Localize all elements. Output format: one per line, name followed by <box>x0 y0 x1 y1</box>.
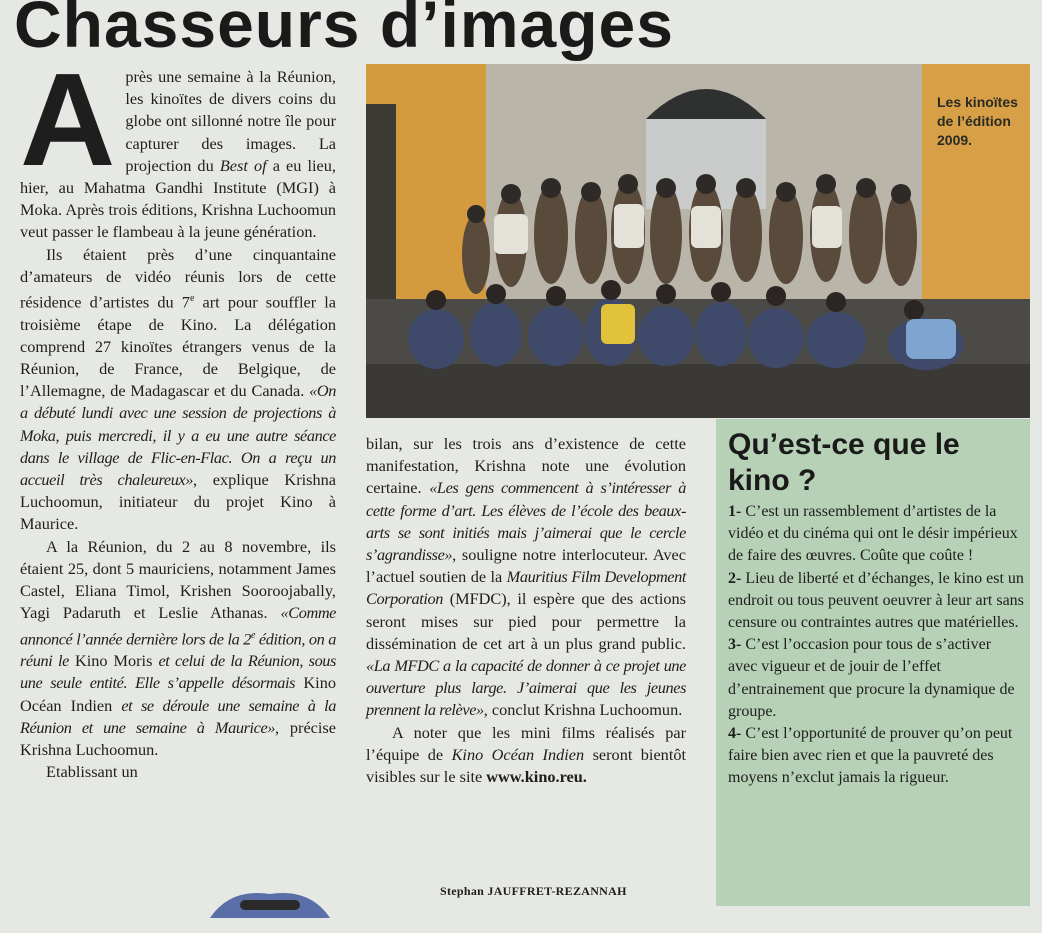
superscript: e <box>189 293 195 305</box>
dropcap: A <box>20 46 116 193</box>
column-2-text-end: , conclut Krishna Luchoomun. <box>483 700 683 720</box>
sidebar-item-text: C’est un rassemblement d’artistes de la vidéo et du cinéma qui ont le désir impérieux de faire des œuvres. Coûte que coûte ! <box>728 503 1018 565</box>
paragraph-3-text-mid-2: Kino Océan Indien <box>20 673 336 715</box>
paragraph-3-text-mid-1: Kino Moris <box>68 651 159 671</box>
paragraph-2-text-end: , explique Krishna Luchoomun, initiateur du projet Kino à Maurice. <box>20 470 336 534</box>
sidebar-item-text: C’est l’occasion pour tous de s’activer avec vigueur et de jouir de l’effet d’entrainement que procure la dynamique de groupe. <box>728 636 1015 720</box>
sidebar-item-number: 3- <box>728 636 742 654</box>
sidebar-item-number: 1- <box>728 503 742 520</box>
headline: Chasseurs d’images <box>14 0 674 61</box>
photo-fragment <box>200 888 340 928</box>
superscript: e <box>250 629 256 641</box>
paragraph-3-text: A la Réunion, du 2 au 8 novembre, ils étaient 25, dont 5 mauriciens, notamment James Castel, Eliana Timol, Krishen Sooroojabally, Yagi Padaruth et Leslie Athanas. <box>20 536 336 623</box>
sidebar-item <box>728 501 1024 568</box>
group-photo-illustration <box>366 64 1030 418</box>
group-photo <box>366 64 1030 418</box>
paragraph-3-quote-1: «Comme annoncé l’année dernière lors de la 2 <box>20 603 336 648</box>
paragraph-3-text-end: , précise Krishna Luchoomun. <box>20 717 336 759</box>
column-2-quote-2: «La MFDC a la capacité de donner à ce projet une ouverture plus large. J’aimerai que les jeunes prennent la relève» <box>366 656 686 720</box>
website-link[interactable]: www.kino.reu. <box>486 767 587 787</box>
paragraph-2-text-mid: art pour souffler la troisième étape de Kino. La délégation comprend 27 kinoïtes étrangers venus de la Réunion, de France, de Belgique, de l’Allemagne, de Madagascar et du Canada. <box>20 292 337 401</box>
paragraph-1-text: près une semaine à la Réunion, les kinoïtes de divers coins du globe ont sillonné notre île pour capturer des images. La projection du <box>125 67 336 175</box>
byline: Stephan JAUFFRET-REZANNAH <box>440 884 627 898</box>
column-2-text-mid: , souligne notre interlocuteur. Avec l’actuel soutien de la <box>366 545 686 587</box>
paragraph-2-text: Ils étaient près d’une cinquantaine d’amateurs de vidéo réunis lors de cette résidence d’artistes du 7 <box>20 244 336 312</box>
column-2-note-mid: seront bientôt visibles sur le site <box>366 744 687 787</box>
sidebar-item <box>728 723 1024 790</box>
paragraph-2-quote: «On a débuté lundi avec une session de projections à Moka, puis mercredi, il y a eu une autre séance dans le village de Flic-en-Flac. On a reçu un accueil très chaleureux» <box>20 381 336 490</box>
sidebar-item-number: 2- <box>728 569 742 587</box>
sidebar-item <box>728 634 1024 723</box>
sidebar-box <box>716 419 1030 906</box>
photo-caption: Les kinoïtes de l’édition 2009. <box>937 94 1018 148</box>
sunglasses-fragment-illustration <box>200 888 340 928</box>
column-2-text: bilan, sur les trois ans d’existence de cette manifestation, Krishna note une évolution certaine. <box>366 434 686 498</box>
paragraph-4-text: Etablissant un <box>46 762 138 782</box>
paragraph-3-quote-3: et se déroule une semaine à la Réunion et une semaine à Maurice» <box>20 695 337 737</box>
paragraph-3-quote-2: et celui de la Réunion, sous une seule entité. Elle s’appelle désormais <box>20 651 336 693</box>
sidebar-item <box>728 568 1024 635</box>
column-2-text-mid-2: (MFDC), il espère que des actions seront mises sur pied pour permettre la dissémination de cet art à un plus grand public. <box>366 589 686 653</box>
column-2-quote-1: «Les gens commencent à s’intéresser à cette forme d’art. Les élèves de l’école des beaux-arts se sont initiés mais j’aimerai que le cercle s’agrandisse» <box>366 478 686 565</box>
column-2-organisation: Mauritius Film Development Corporation <box>366 567 686 609</box>
column-2-note-emphasis: Kino Océan Indien <box>451 744 585 764</box>
sidebar-item-number: 4- <box>728 725 742 743</box>
paragraph-3-quote-1b: édition, on a réuni le <box>20 628 336 671</box>
sidebar-list <box>728 501 1024 790</box>
column-2-note: A noter que les mini films réalisés par l’équipe de <box>366 722 686 764</box>
sidebar-item-text: Lieu de liberté et d’échanges, le kino est un endroit ou tous peuvent oeuvrer à leur art sans censure ou contraintes autres que matérielles. <box>728 569 1024 632</box>
paragraph-1-text-end: a eu lieu, hier, au Mahatma Gandhi Institute (MGI) à Moka. Après trois éditions, Krishna Luchoomun veut passer le flambeau à la jeune génération. <box>20 155 336 242</box>
article-column-1 <box>20 46 337 783</box>
paragraph-1-emphasis: Best of <box>219 155 267 175</box>
article-column-2 <box>366 433 686 788</box>
sidebar-item-text: C’est l’opportunité de prouver qu’on peut faire bien avec rien et que la pauvreté des moyens n’exclut jamais la rigueur. <box>728 725 1013 787</box>
sidebar-title: Qu’est-ce que le kino ? <box>728 428 960 497</box>
